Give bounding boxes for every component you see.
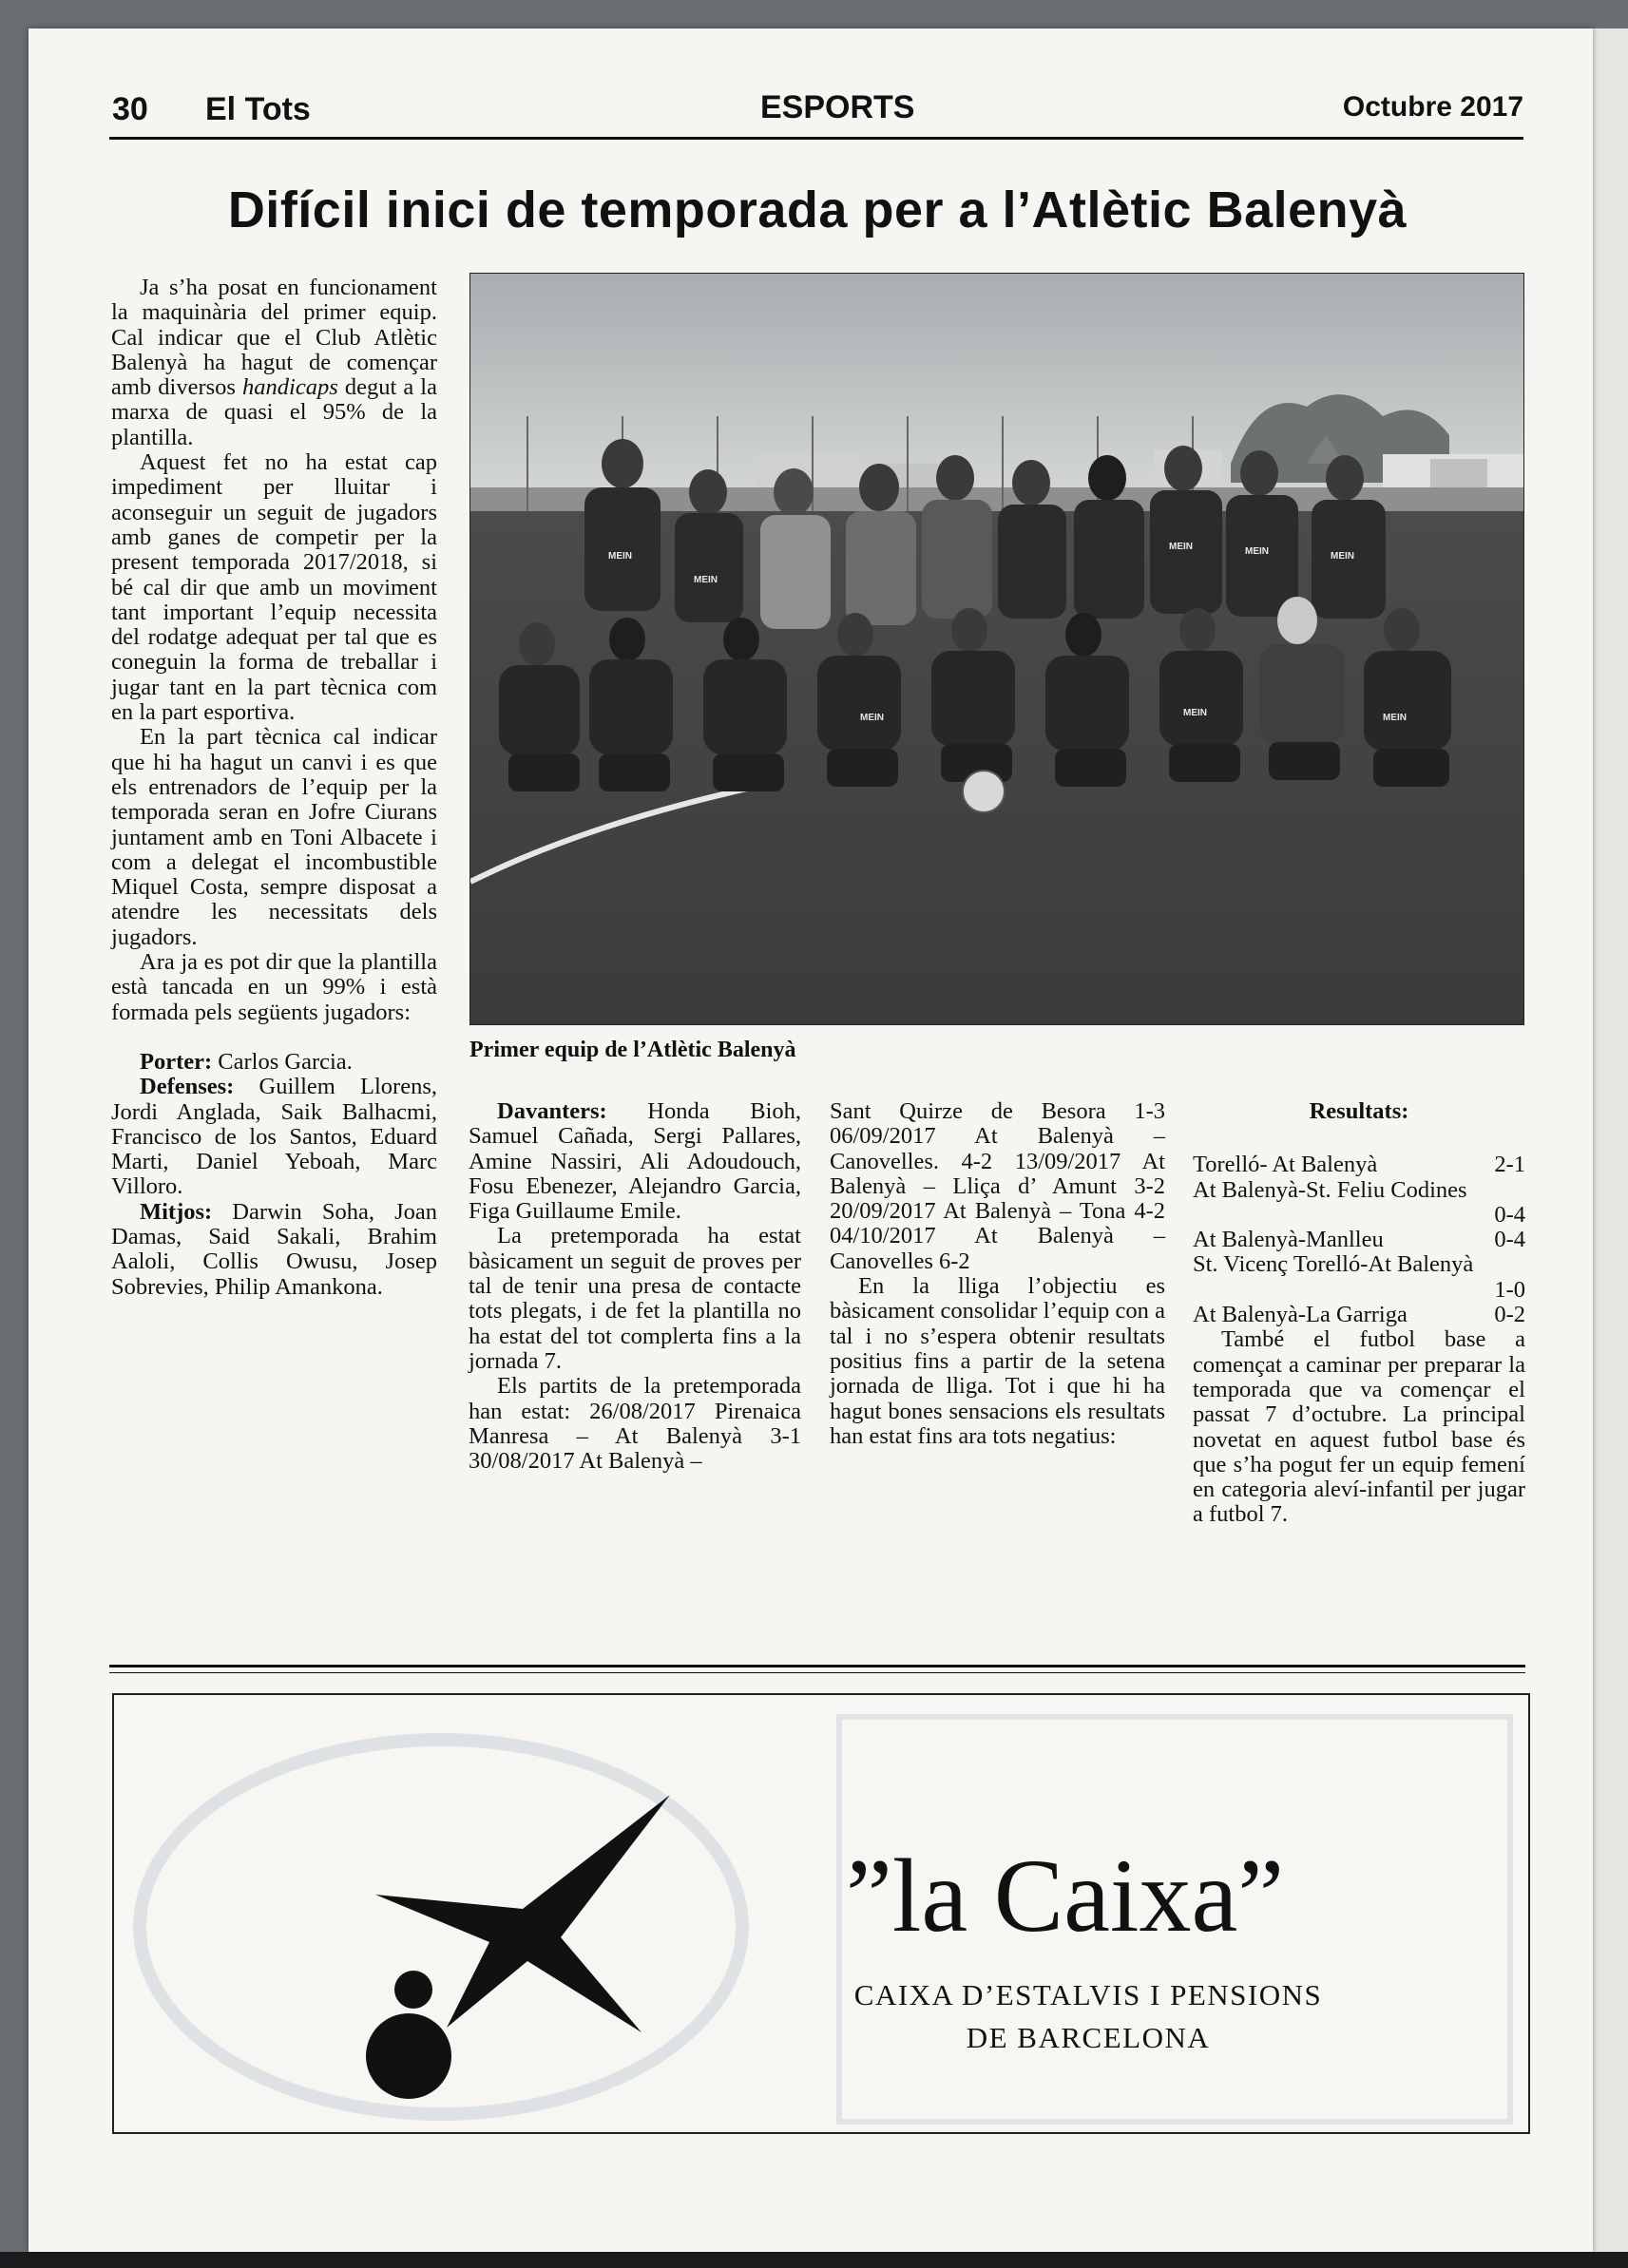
svg-text:MEIN: MEIN bbox=[1169, 542, 1193, 552]
paragraph: Aquest fet no ha estat cap impediment per lluitar i aconseguir un seguit de jugadors amb ganes de competir per la present temporada 2017/2018, si bé cal dir que amb un moviment tant important l’equip necessita del rodatge adequat per tal que es coneguin la forma de treballar i jugar tant en la part tècnica com en la part esportiva. bbox=[111, 449, 437, 726]
la-caixa-subtitle-1: CAIXA D’ESTALVIS I PENSIONS bbox=[853, 1978, 1323, 2011]
page-number: 30 bbox=[112, 91, 148, 127]
ad-rule bbox=[109, 1665, 1525, 1668]
svg-text:MEIN: MEIN bbox=[694, 575, 718, 585]
article-column-3 bbox=[830, 1099, 1165, 1449]
porter-line: Porter: Carlos Garcia. bbox=[140, 1048, 353, 1075]
svg-text:MEIN: MEIN bbox=[1331, 551, 1354, 562]
la-caixa-subtitle-2: DE BARCELONA bbox=[966, 2021, 1211, 2054]
scan-bottom-band bbox=[0, 2252, 1628, 2268]
team-photo bbox=[469, 273, 1524, 1025]
result-row: Torelló- At Balenyà 2-1 bbox=[1193, 1152, 1525, 1178]
paragraph: En la lliga l’objectiu es bàsicament consolidar l’equip con a tal i no s’espera obtenir resultats positius fins a partir de la setena jornada de lliga. Tot i que hi ha hagut bones sensacions els resultats han estat fins ara tots negatius: bbox=[830, 1273, 1165, 1449]
paragraph: Els partits de la pretemporada han estat: 26/08/2017 Pirenaica Manresa – At Balenyà 3-1 30/08/2017 At Balenyà – bbox=[469, 1373, 801, 1475]
results-title: Resultats: bbox=[1309, 1098, 1409, 1124]
page-header bbox=[81, 57, 1523, 143]
mitjos-line: Mitjos: Darwin Soha, Joan Damas, Said Sakali, Brahim Aaloli, Collis Owusu, Josep Sobrevies, Philip Amankona. bbox=[111, 1198, 437, 1300]
article-column-4 bbox=[1193, 1099, 1525, 1528]
section-title: ESPORTS bbox=[760, 89, 915, 125]
paragraph: En la part tècnica cal indicar que hi ha hagut un canvi i es que els entrenadors de l’equip per la temporada seran en Jofre Ciurans juntament amb en Toni Albacete i com a delegat el incombustible Miquel Costa, sempre disposat a atendre les necessitats dels jugadors. bbox=[111, 724, 437, 950]
davanters-line: Davanters: Honda Bioh, Samuel Cañada, Sergi Pallares, Amine Nassiri, Ali Adoudouch, Fosu Ebenezer, Alejandro Garcia, Figa Guillaume Emile. bbox=[469, 1098, 801, 1225]
header-rule bbox=[109, 137, 1523, 140]
svg-text:MEIN: MEIN bbox=[608, 551, 632, 562]
defenses-line: Defenses: Guillem Llorens, Jordi Anglada, Saik Balhacmi, Francisco de los Santos, Eduard Marti, Daniel Yeboah, Marc Villoro. bbox=[111, 1074, 437, 1200]
paragraph: També el futbol base a començat a caminar per preparar la temporada que va començar el passat 7 d’octubre. La principal novetat en aquest futbol base és que s’ha pogut fer un equip femení en categoria aleví-infantil per jugar a futbol 7. bbox=[1193, 1326, 1525, 1528]
results-list bbox=[1193, 1153, 1525, 1327]
magazine-name: El Tots bbox=[205, 91, 311, 127]
article-column-1 bbox=[111, 276, 437, 1300]
ad-rule bbox=[109, 1672, 1525, 1673]
paragraph: Ja s’ha posat en funcionament la maquinària del primer equip. Cal indicar que el Club Atlètic Balenyà ha hagut de començar amb diversos handicaps degut a la marxa de quasi el 95% de la plantilla. bbox=[111, 275, 437, 450]
svg-text:MEIN: MEIN bbox=[860, 713, 884, 723]
caixa-star-logo bbox=[356, 1795, 680, 2108]
result-row: At Balenyà-Manlleu 0-4 bbox=[1193, 1227, 1525, 1253]
la-caixa-brand: ”la Caixa” bbox=[846, 1838, 1285, 1954]
result-row: At Balenyà-La Garriga 0-2 bbox=[1193, 1302, 1525, 1328]
result-row: At Balenyà-St. Feliu Codines 0-4 bbox=[1193, 1176, 1525, 1228]
photo-caption: Primer equip de l’Atlètic Balenyà bbox=[469, 1038, 796, 1062]
advertisement bbox=[112, 1693, 1530, 2134]
next-page-edge bbox=[1593, 29, 1628, 2252]
article-headline: Difícil inici de temporada per a l’Atlètic Balenyà bbox=[227, 181, 1408, 238]
paragraph: Ara ja es pot dir que la plantilla està tancada en un 99% i està formada pels següents jugadors: bbox=[111, 949, 437, 1025]
svg-text:MEIN: MEIN bbox=[1245, 546, 1269, 557]
result-row: St. Vicenç Torelló-At Balenyà 1-0 bbox=[1193, 1251, 1525, 1303]
svg-text:MEIN: MEIN bbox=[1183, 708, 1207, 718]
svg-text:MEIN: MEIN bbox=[1383, 713, 1407, 723]
team-photo-image bbox=[470, 274, 1523, 1024]
article-column-2 bbox=[469, 1099, 801, 1474]
issue-date: Octubre 2017 bbox=[1342, 91, 1523, 123]
preseason-results: Sant Quirze de Besora 1-3 06/09/2017 At Balenyà – Canovelles. 4-2 13/09/2017 At Balenyà – Lliça d’ Amunt 3-2 20/09/2017 At Balenyà – Tona 4-2 04/10/2017 At Balenyà – Canovelles 6-2 bbox=[830, 1098, 1165, 1274]
paragraph: La pretemporada ha estat bàsicament un seguit de proves per tal de tenir una presa de contacte tots plegats, i de fet la plantilla no ha estat del tot complerta fins a la jornada 7. bbox=[469, 1223, 801, 1374]
